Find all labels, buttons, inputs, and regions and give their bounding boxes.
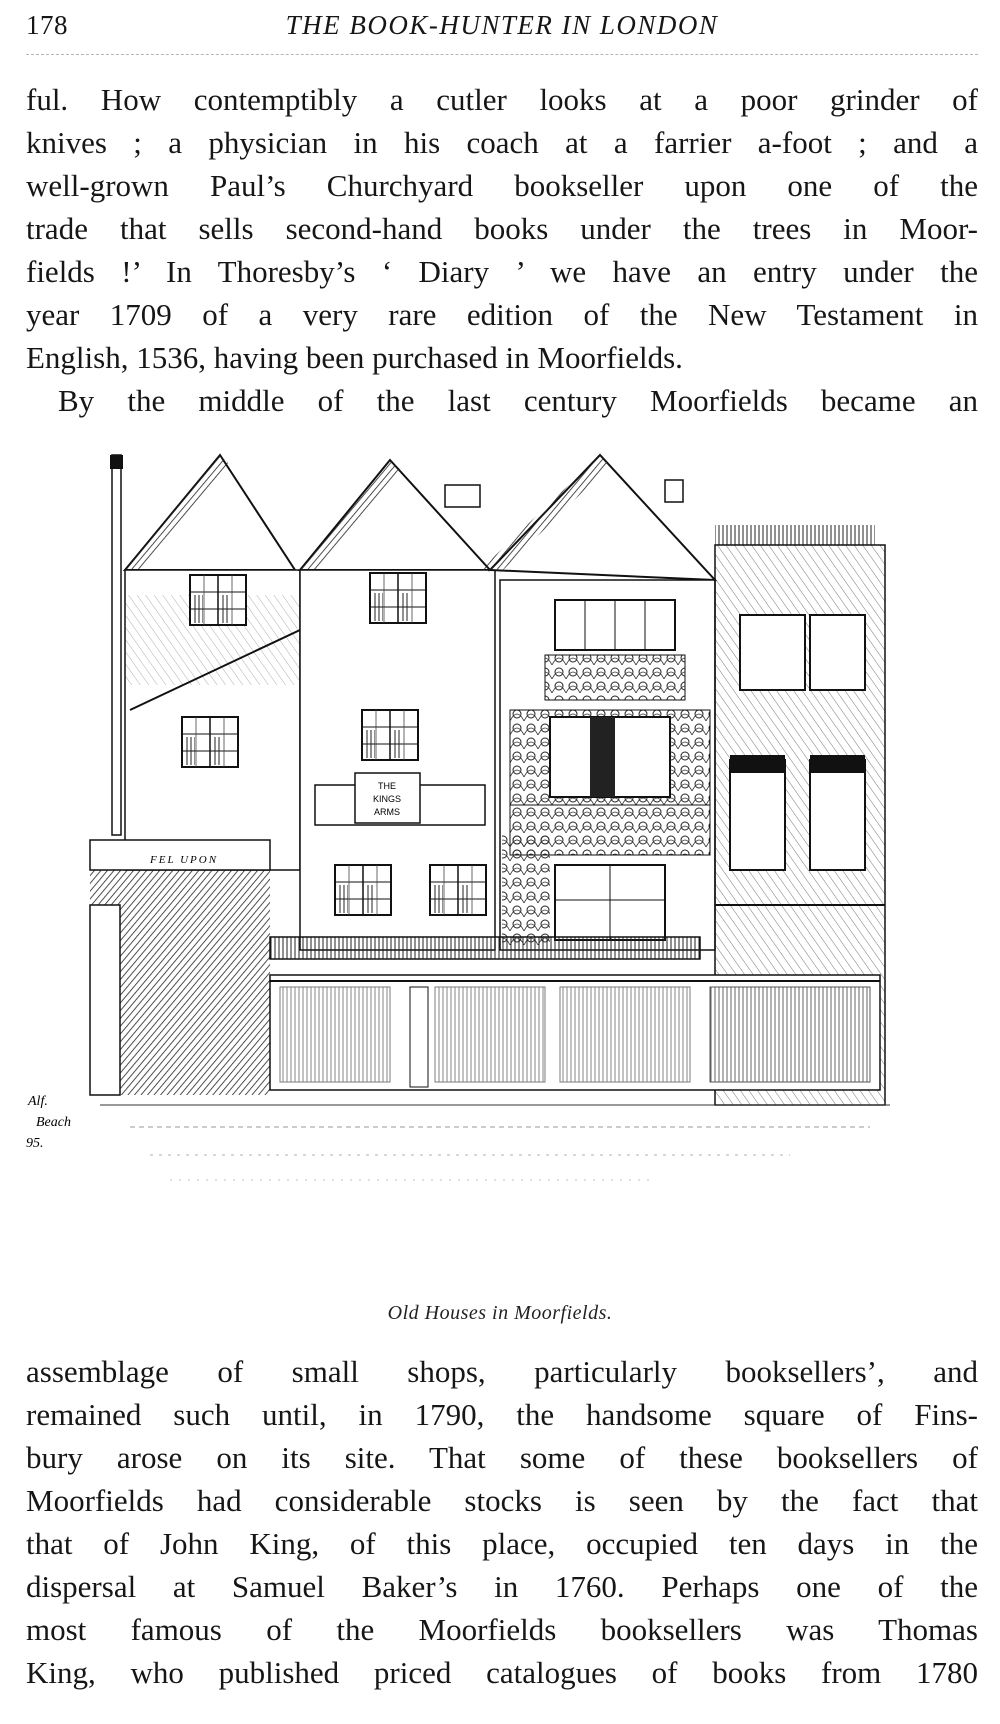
- text-line: fields !’ In Thoresby’s ‘ Diary ’ we have an entry under the: [26, 254, 978, 289]
- text-line: King, who published priced catalogues of books from 1780: [26, 1655, 978, 1690]
- text-block-bottom: [26, 1350, 978, 1694]
- svg-text:95.: 95.: [26, 1136, 44, 1151]
- archway: [90, 840, 270, 1095]
- kings-arms-sign-line: THE: [378, 781, 396, 791]
- ground: [100, 1105, 890, 1180]
- text-line: that of John King, of this place, occupied ten days in the: [26, 1526, 978, 1561]
- text-line: By the middle of the last century Moorfields became an: [58, 383, 978, 418]
- text-line: trade that sells second-hand books under the trees in Moor-: [26, 211, 978, 246]
- header-rule: [26, 54, 978, 55]
- page-number: 178: [26, 10, 68, 40]
- text-block-top: [26, 78, 978, 422]
- kings-arms-sign-line: ARMS: [373, 807, 401, 817]
- houses-drawing: [26, 455, 960, 1300]
- shop-board-text: FEL UPON: [150, 854, 219, 866]
- running-title: THE BOOK-HUNTER IN LONDON: [285, 10, 719, 40]
- text-line: ful. How contemptibly a cutler looks at a poor grinder of: [26, 82, 978, 117]
- text-line: dispersal at Samuel Baker’s in 1760. Perhaps one of the: [26, 1569, 978, 1604]
- text-line: remained such until, in 1790, the handsome square of Fins-: [26, 1397, 978, 1432]
- svg-text:Alf.: Alf.: [28, 1094, 48, 1109]
- figure-caption: Old Houses in Moorfields.: [387, 1302, 613, 1324]
- text-line: English, 1536, having been purchased in Moorfields.: [26, 340, 683, 375]
- text-line: well-grown Paul’s Churchyard bookseller upon one of the: [26, 168, 978, 203]
- illustration-old-houses: [26, 455, 960, 1300]
- text-line: year 1709 of a very rare edition of the New Testament in: [26, 297, 978, 332]
- left-house: [125, 455, 300, 870]
- text-line: most famous of the Moorfields booksellers was Thomas: [26, 1612, 978, 1647]
- carved-house: [480, 455, 715, 950]
- text-line: Moorfields had considerable stocks is seen by the fact that: [26, 1483, 978, 1518]
- running-head: [26, 6, 978, 50]
- text-line: knives ; a physician in his coach at a farrier a-foot ; and a: [26, 125, 978, 160]
- artist-signature: [26, 1094, 71, 1151]
- svg-text:Beach: Beach: [36, 1115, 71, 1130]
- kings-arms-sign-line: KINGS: [372, 794, 402, 804]
- text-line: assemblage of small shops, particularly booksellers’, and: [26, 1354, 978, 1389]
- text-line: bury arose on its site. That some of these booksellers of: [26, 1440, 978, 1475]
- middle-house: [300, 460, 495, 950]
- pole: [112, 455, 121, 835]
